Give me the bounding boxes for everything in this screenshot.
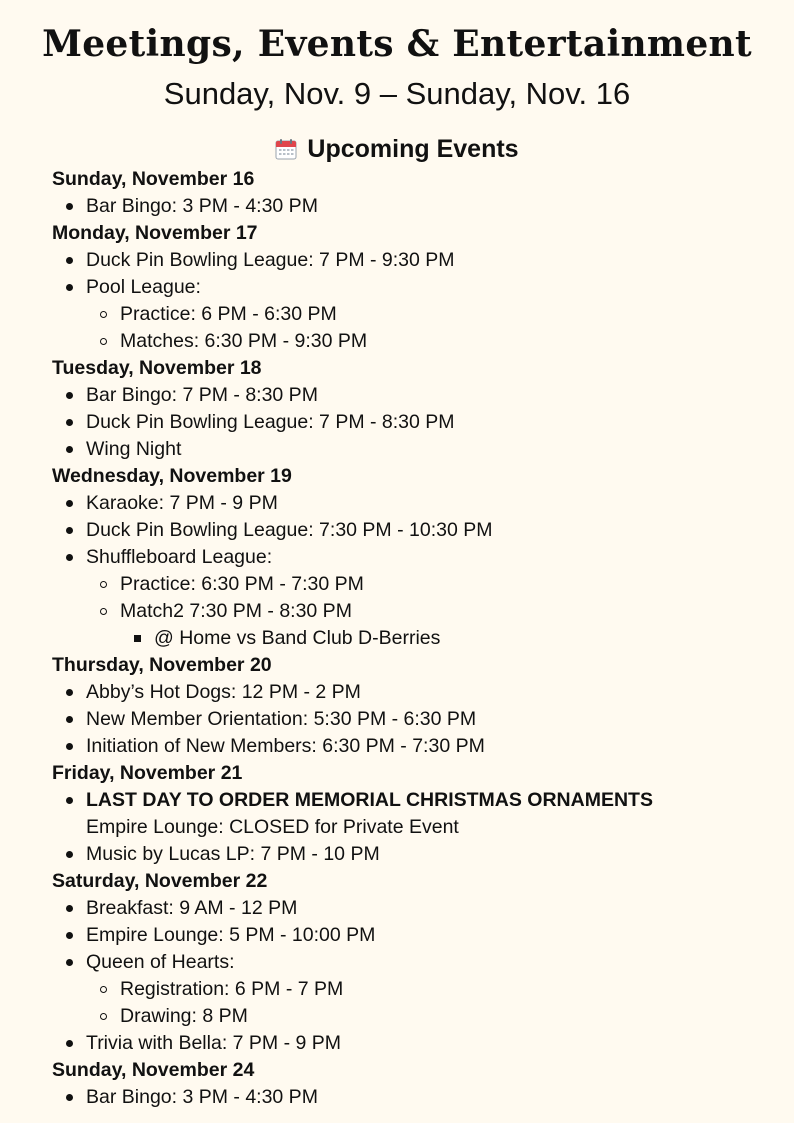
event-text: Duck Pin Bowling League: 7 PM - 9:30 PM [86,249,455,271]
page-subtitle: Sunday, Nov. 9 – Sunday, Nov. 16 [163,76,631,111]
bullet-icon [66,959,73,966]
event-list-level-3 [120,625,774,652]
event-list-level-1 [52,787,774,868]
day-section [52,868,774,1057]
bullet-icon [66,527,73,534]
event-text: Duck Pin Bowling League: 7:30 PM - 10:30 PM [86,519,493,541]
list-item [52,409,774,436]
bullet-icon [134,635,141,642]
list-item [52,1084,774,1111]
event-text: Match2 7:30 PM - 8:30 PM [120,600,352,622]
event-text: New Member Orientation: 5:30 PM - 6:30 PM [86,708,477,730]
day-heading: Sunday, November 24 [52,1059,255,1081]
event-text: Practice: 6:30 PM - 7:30 PM [120,573,364,595]
event-list-level-1 [52,1084,774,1111]
event-text: Wing Night [86,438,182,460]
section-heading-label: Upcoming Events [307,135,519,163]
list-item [52,679,774,706]
bullet-icon [66,284,73,291]
list-item [52,517,774,544]
list-item [52,895,774,922]
day-heading: Tuesday, November 18 [52,357,262,379]
event-text: Abby’s Hot Dogs: 12 PM - 2 PM [86,681,361,703]
list-item [86,1003,774,1030]
day-section [52,355,774,463]
event-text: Breakfast: 9 AM - 12 PM [86,897,298,919]
bullet-icon [100,581,107,588]
list-item [52,436,774,463]
page-title: Meetings, Events & Entertainment [42,23,752,65]
event-list-level-2 [86,301,774,355]
list-item [86,598,774,652]
bullet-icon [100,338,107,345]
list-item [52,841,774,868]
list-item [52,949,774,1030]
bullet-icon [100,608,107,615]
bullet-icon [66,257,73,264]
list-item [86,328,774,355]
bullet-icon [66,392,73,399]
bullet-icon [100,986,107,993]
bullet-icon [66,797,73,804]
day-section [52,166,774,220]
event-text: Queen of Hearts: [86,951,235,973]
day-heading: Saturday, November 22 [52,870,268,892]
list-item [52,1030,774,1057]
event-text: Bar Bingo: 3 PM - 4:30 PM [86,1086,318,1108]
list-item [52,382,774,409]
event-text: Shuffleboard League: [86,546,273,568]
event-text: Trivia with Bella: 7 PM - 9 PM [86,1032,342,1054]
bullet-icon [66,1040,73,1047]
list-item [86,976,774,1003]
event-text: Initiation of New Members: 6:30 PM - 7:30 PM [86,735,485,757]
bullet-icon [66,203,73,210]
day-section [52,220,774,355]
list-item [86,301,774,328]
section-heading [0,132,794,166]
calendar-icon [275,138,297,160]
list-item [52,733,774,760]
event-text: @ Home vs Band Club D-Berries [154,627,441,649]
list-item [52,544,774,652]
bullet-icon [66,851,73,858]
bullet-icon [66,689,73,696]
bullet-icon [66,716,73,723]
event-text: Duck Pin Bowling League: 7 PM - 8:30 PM [86,411,455,433]
list-item [52,787,774,841]
event-text: Practice: 6 PM - 6:30 PM [120,303,337,325]
bullet-icon [66,446,73,453]
bullet-icon [66,419,73,426]
list-item [86,571,774,598]
event-text: Drawing: 8 PM [120,1005,248,1027]
event-list-level-2 [86,571,774,652]
event-text: LAST DAY TO ORDER MEMORIAL CHRISTMAS ORNAMENTS [86,789,653,811]
bullet-icon [66,905,73,912]
event-list-level-2 [86,976,774,1030]
list-item [52,193,774,220]
list-item [52,706,774,733]
bullet-icon [66,1094,73,1101]
day-section [52,652,774,760]
event-text: Bar Bingo: 3 PM - 4:30 PM [86,195,318,217]
event-text: Bar Bingo: 7 PM - 8:30 PM [86,384,318,406]
day-section [52,463,774,652]
day-heading: Monday, November 17 [52,222,258,244]
event-list-level-1 [52,382,774,463]
list-item [52,490,774,517]
list-item [52,274,774,355]
day-section [52,1057,774,1111]
day-heading: Wednesday, November 19 [52,465,292,487]
event-list-level-1 [52,895,774,1057]
bullet-icon [66,554,73,561]
list-item [120,625,774,652]
event-text: Karaoke: 7 PM - 9 PM [86,492,278,514]
event-text: Pool League: [86,276,201,298]
list-item [52,922,774,949]
list-item [52,247,774,274]
day-heading: Friday, November 21 [52,762,243,784]
day-section [52,760,774,868]
bullet-icon [100,1013,107,1020]
bullet-icon [66,500,73,507]
event-text: Empire Lounge: 5 PM - 10:00 PM [86,924,376,946]
day-heading: Thursday, November 20 [52,654,272,676]
bullet-icon [66,743,73,750]
event-list-level-1 [52,193,774,220]
bullet-icon [100,311,107,318]
event-text: Registration: 6 PM - 7 PM [120,978,344,1000]
event-note: Empire Lounge: CLOSED for Private Event [86,816,459,838]
event-list-level-1 [52,679,774,760]
bullet-icon [66,932,73,939]
event-text: Matches: 6:30 PM - 9:30 PM [120,330,368,352]
event-list-level-1 [52,247,774,355]
events-list [52,166,774,1111]
event-list-level-1 [52,490,774,652]
event-text: Music by Lucas LP: 7 PM - 10 PM [86,843,380,865]
day-heading: Sunday, November 16 [52,168,255,190]
